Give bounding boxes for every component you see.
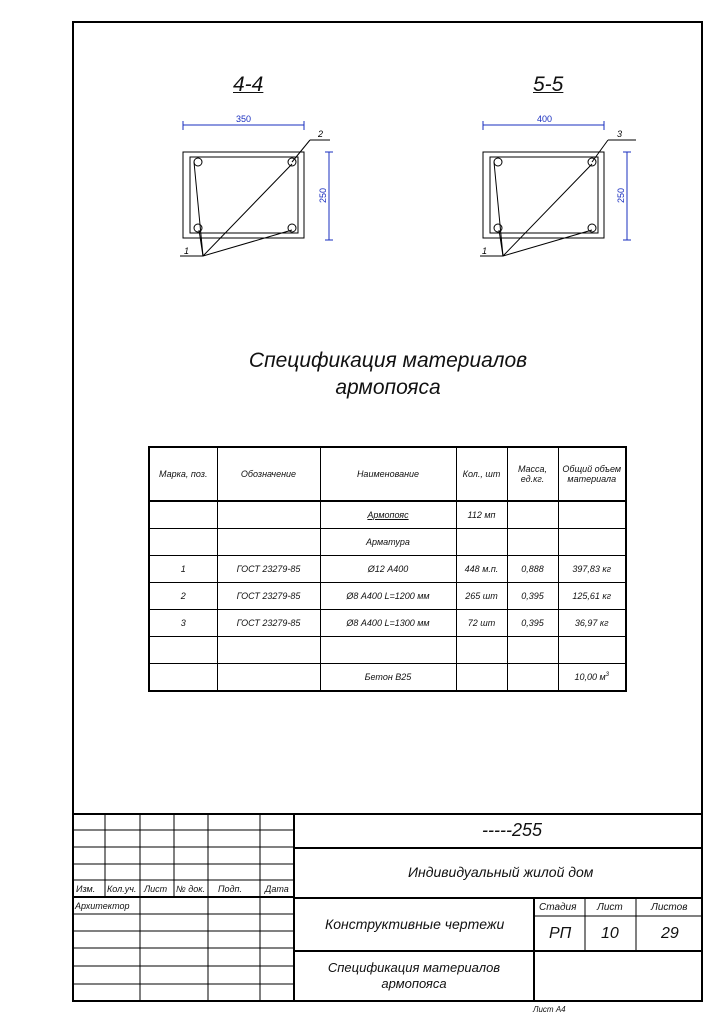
- table-cell: 112 мп: [456, 501, 507, 529]
- sheet-value: 10: [601, 925, 619, 942]
- table-cell: Ø8 А400 L=1300 мм: [320, 610, 456, 637]
- table-cell: 397,83 кг: [558, 556, 626, 583]
- table-cell: 1: [149, 556, 217, 583]
- col-header-kol: Кол.уч.: [107, 884, 137, 894]
- table-cell: ГОСТ 23279-85: [217, 556, 320, 583]
- col-header-izm: Изм.: [76, 884, 96, 894]
- sheets-value: 29: [661, 925, 679, 942]
- sheets-label: Листов: [651, 902, 688, 913]
- spec-header: Кол., шт: [456, 447, 507, 501]
- format-label: Лист А4: [533, 1005, 566, 1014]
- table-cell: Бетон В25: [320, 664, 456, 692]
- col-header-list: Лист: [144, 884, 168, 894]
- table-cell: 0,395: [507, 583, 558, 610]
- sheet-name-line2: армопояса: [381, 976, 447, 991]
- table-cell: 3: [149, 610, 217, 637]
- section-title-5-5: 5-5: [533, 73, 564, 96]
- col-header-podp: Подп.: [218, 884, 242, 894]
- table-cell: Ø12 А400: [320, 556, 456, 583]
- spec-title-line2: армопояса: [335, 376, 441, 399]
- table-cell: Арматура: [320, 529, 456, 556]
- spec-header: Обозначение: [217, 447, 320, 501]
- table-cell: 72 шт: [456, 610, 507, 637]
- callout-1-right: 1: [482, 246, 488, 256]
- table-cell: ГОСТ 23279-85: [217, 583, 320, 610]
- table-cell: Ø8 А400 L=1200 мм: [320, 583, 456, 610]
- col-header-data: Дата: [265, 884, 289, 894]
- callout-2: 2: [318, 129, 324, 139]
- sheet-label: Лист: [597, 902, 623, 913]
- concrete-volume: 10,00 м: [574, 672, 606, 682]
- spec-header: Наименование: [320, 447, 456, 501]
- stage-value: РП: [549, 925, 572, 942]
- table-cell: 2: [149, 583, 217, 610]
- spec-title-line1: Спецификация материалов: [248, 349, 528, 372]
- sheet-name-line1: Спецификация материалов: [327, 960, 501, 975]
- unit-superscript: 3: [605, 672, 610, 678]
- callout-1-left: 1: [184, 246, 190, 256]
- col-header-ndok: № док.: [176, 884, 205, 894]
- table-cell: 125,61 кг: [558, 583, 626, 610]
- callout-3: 3: [617, 129, 623, 139]
- spec-header: Общий объем материала: [558, 447, 626, 501]
- table-cell: ГОСТ 23279-85: [217, 610, 320, 637]
- section-title-4-4: 4-4: [233, 73, 264, 96]
- table-cell: 36,97 кг: [558, 610, 626, 637]
- table-cell: 265 шт: [456, 583, 507, 610]
- project-name: Индивидуальный жилой дом: [408, 864, 594, 880]
- table-cell: 0,888: [507, 556, 558, 583]
- armopoyas-label: Армопояс: [367, 510, 409, 520]
- dim-height-5-5: 250: [616, 187, 626, 203]
- dim-height-4-4: 250: [318, 187, 328, 203]
- dim-width-5-5: 400: [537, 114, 553, 124]
- table-cell: 0,395: [507, 610, 558, 637]
- dim-width-4-4: 350: [236, 114, 252, 124]
- stage-label: Стадия: [539, 902, 577, 913]
- sheet-name: [294, 960, 534, 992]
- section-name: Конструктивные чертежи: [325, 916, 505, 932]
- role-architect: Архитектор: [75, 901, 130, 911]
- spec-header: Марка, поз.: [149, 447, 217, 501]
- spec-header: Масса, ед.кг.: [507, 447, 558, 501]
- table-cell: 448 м.п.: [456, 556, 507, 583]
- doc-code: -----255: [482, 820, 543, 840]
